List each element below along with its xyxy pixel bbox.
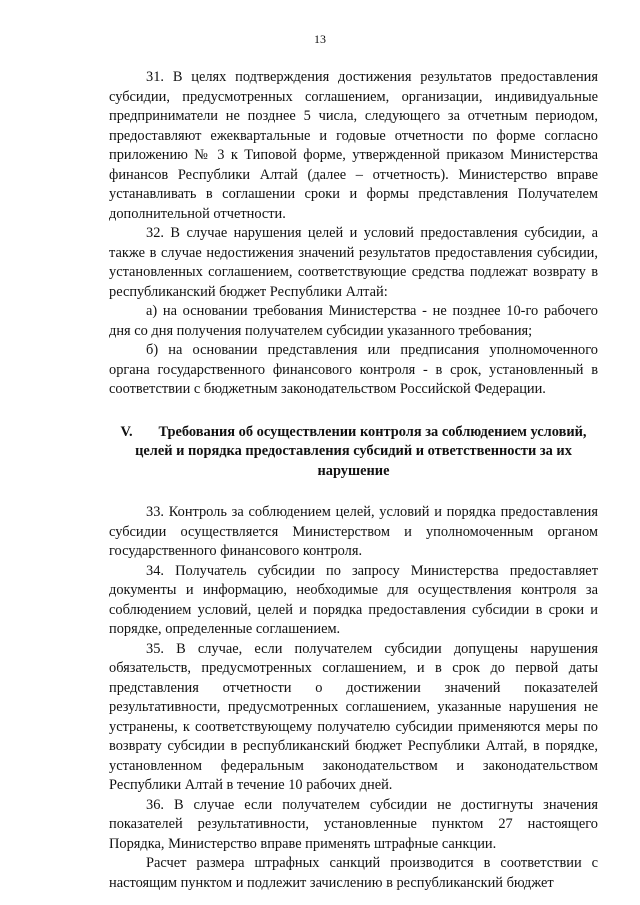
paragraph-31: 31. В целях подтверждения достижения результатов предоставления субсидии, предусмотренных соглашением, организации, индивидуальные предприниматели не позднее 5 числа, следующего за отчетным периодом, предоставляют ежеквартальные и годовые отчетности по форме согласно приложению № 3 к Типовой форме, утвержденной приказом Министерства финансов Республики Алтай (далее – отчетность). Министерство вправе устанавливать в соглашении сроки и формы представления Получателем дополнительной отчетности. — [109, 69, 598, 222]
paragraph-34: 34. Получатель субсидии по запросу Министерства предоставляет документы и информацию, необходимые для осуществления контроля за соблюдением условий, целей и порядка предоставления субсидии в сроки и порядке, определенные соглашением. — [109, 562, 598, 637]
paragraph-32-a: а) на основании требования Министерства - не позднее 10-го рабочего дня со дня получения получателем субсидии указанного требования; — [109, 303, 598, 339]
paragraph-33: 33. Контроль за соблюдением целей, условий и порядка предоставления субсидии осуществляется Министерством и уполномоченным органом государственного финансового контроля. — [109, 504, 598, 559]
paragraph-32: 32. В случае нарушения целей и условий предоставления субсидии, а также в случае недостижения значений результатов предоставления субсидии, установленных соглашением, соответствующие средства подлежат возврату в республиканский бюджет Республики Алтай: — [109, 225, 598, 300]
paragraph-36: 36. В случае если получателем субсидии не достигнуты значения показателей результативности, установленные пунктом 27 настоящего Порядка, Министерство вправе применять штрафные санкции. — [109, 796, 598, 852]
section-title: Требования об осуществлении контроля за соблюдением условий, целей и порядка предоставления субсидий и ответственности за их нарушение — [135, 423, 587, 479]
page-number: 13 — [314, 32, 326, 46]
paragraph-32-b: б) на основании представления или предписания уполномоченного органа государственного финансового контроля - в срок, установленный в соответствии с бюджетным законодательством Российской Федерации. — [109, 342, 598, 397]
document-body — [109, 68, 598, 893]
section-number: V. — [120, 423, 133, 440]
paragraph-penalty-calc: Расчет размера штрафных санкций производится в соответствии с настоящим пунктом и подлежит зачислению в республиканский бюджет — [109, 855, 598, 891]
section-heading — [109, 423, 598, 482]
paragraph-35: 35. В случае, если получателем субсидии допущены нарушения обязательств, предусмотренных соглашением, и в срок до первой даты представления отчетности о достижении значений показателей результативности, предусмотренных соглашением, указанные нарушения не устранены, к соответствующему получателю субсидии применяются меры по возврату субсидии в республиканский бюджет Республики Алтай, в порядке, установленном федеральным законодательством и законодательством Республики Алтай в течение 10 рабочих дней. — [109, 640, 598, 793]
